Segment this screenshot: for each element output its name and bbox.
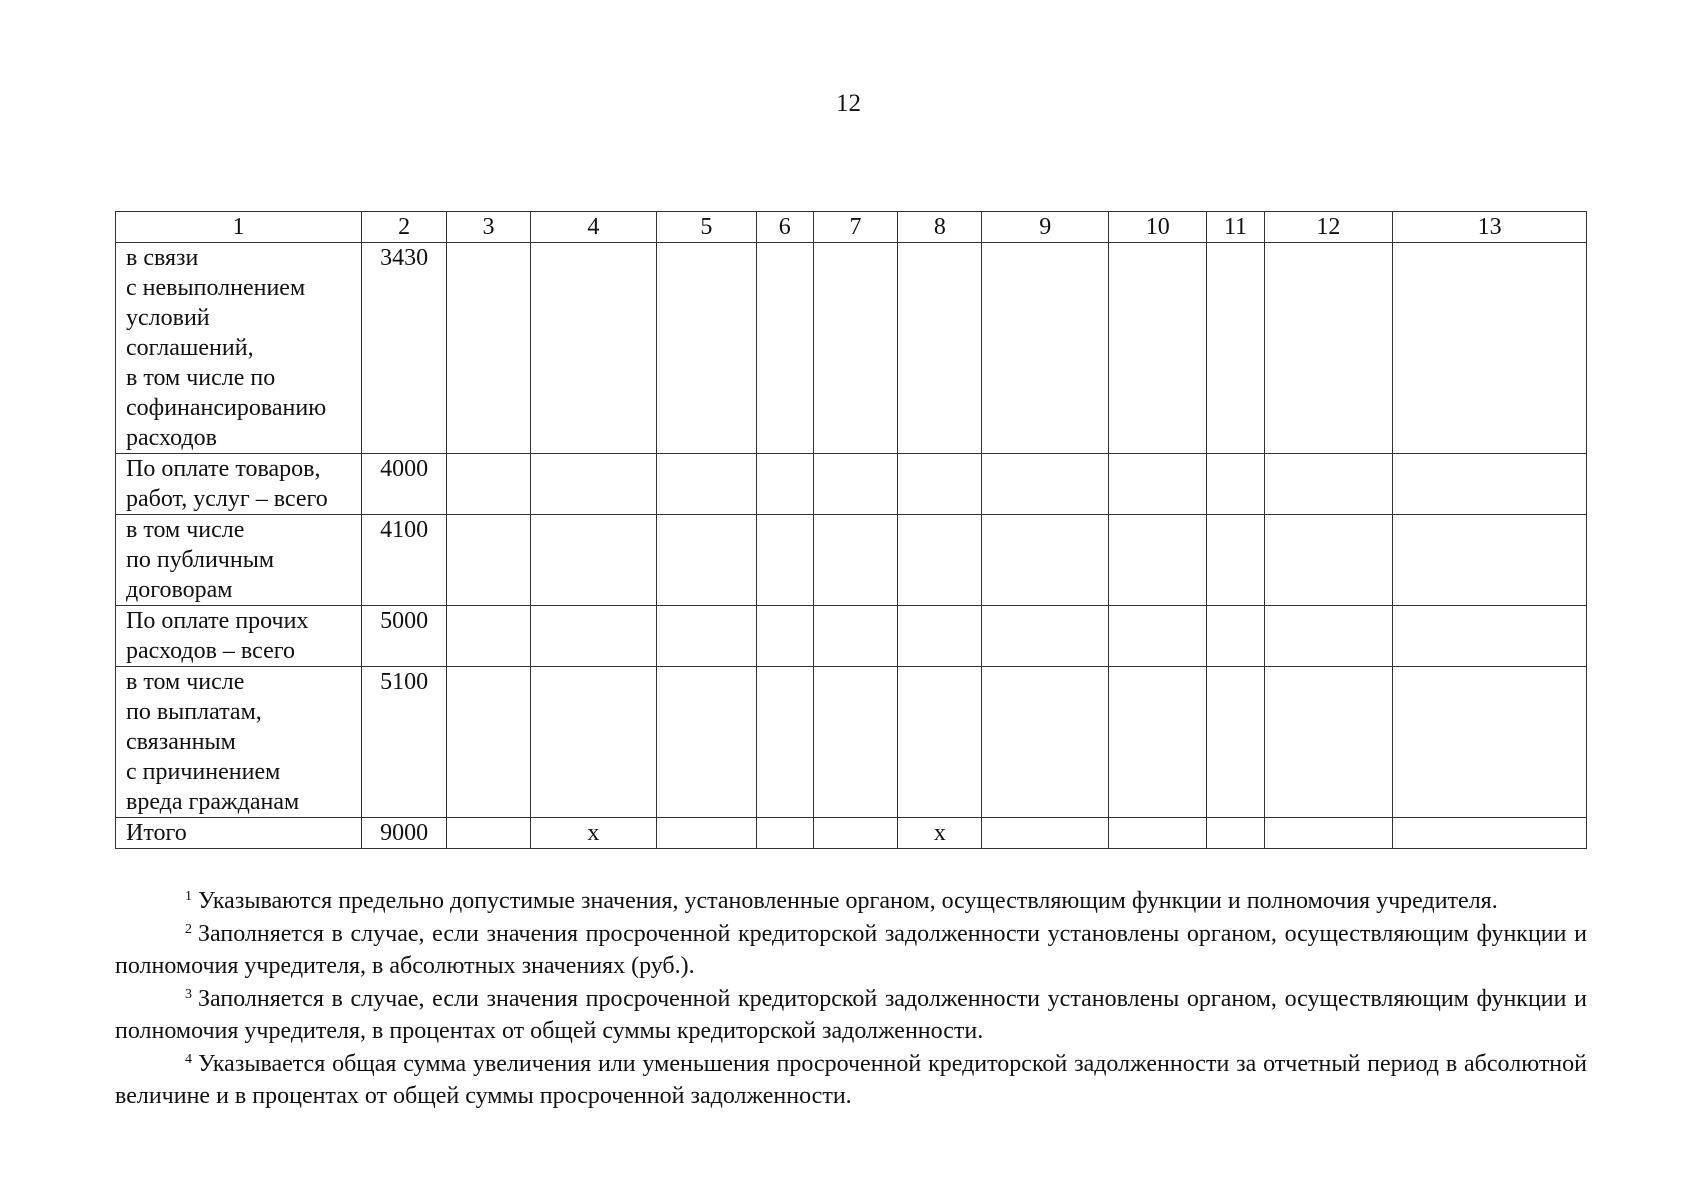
row-code: 4100 bbox=[362, 515, 447, 606]
row-label-line: работ, услуг – всего bbox=[126, 486, 328, 512]
row-code: 4000 bbox=[362, 454, 447, 515]
row-label-line: софинансированию bbox=[126, 395, 327, 421]
row-label-line: По оплате товаров, bbox=[126, 456, 321, 482]
table-cell bbox=[657, 243, 756, 454]
row-code: 3430 bbox=[362, 243, 447, 454]
table-cell bbox=[447, 667, 530, 818]
table-cell bbox=[1264, 243, 1393, 454]
footnote-text: Указываются предельно допустимые значения, установленные органом, осуществляющим функции и полномочия учредителя. bbox=[198, 888, 1498, 914]
table-cell-col8 bbox=[898, 243, 982, 454]
table-cell bbox=[1109, 243, 1207, 454]
table-cell-col8 bbox=[898, 667, 982, 818]
table-cell bbox=[756, 667, 813, 818]
table-cell bbox=[1264, 454, 1393, 515]
table-cell bbox=[982, 606, 1109, 667]
table-row bbox=[116, 515, 1587, 606]
table-cell-col8 bbox=[898, 606, 982, 667]
row-label bbox=[116, 515, 362, 606]
header-cell: 5 bbox=[657, 212, 756, 243]
row-label-line: вреда гражданам bbox=[126, 789, 300, 815]
table-cell bbox=[1207, 454, 1264, 515]
row-label bbox=[116, 454, 362, 515]
footnotes bbox=[115, 885, 1587, 1113]
header-cell: 11 bbox=[1207, 212, 1264, 243]
table-cell bbox=[447, 606, 530, 667]
row-label bbox=[116, 818, 362, 849]
table-cell bbox=[982, 454, 1109, 515]
header-cell: 3 bbox=[447, 212, 530, 243]
row-label-line: расходов bbox=[126, 425, 217, 451]
table-cell bbox=[756, 243, 813, 454]
row-label bbox=[116, 243, 362, 454]
table-cell bbox=[1393, 515, 1587, 606]
table-cell bbox=[657, 454, 756, 515]
table-cell bbox=[1109, 667, 1207, 818]
table-cell bbox=[1393, 243, 1587, 454]
row-code: 5100 bbox=[362, 667, 447, 818]
table-cell bbox=[756, 606, 813, 667]
table-cell bbox=[813, 667, 897, 818]
table-cell bbox=[756, 454, 813, 515]
table-cell bbox=[982, 243, 1109, 454]
table-cell-col4: х bbox=[530, 818, 657, 849]
table-cell bbox=[1264, 515, 1393, 606]
page-number: 12 bbox=[836, 90, 861, 117]
table-cell bbox=[1207, 667, 1264, 818]
row-label-line: расходов – всего bbox=[126, 638, 295, 664]
table-cell bbox=[657, 606, 756, 667]
table-cell bbox=[1207, 515, 1264, 606]
table-cell bbox=[447, 818, 530, 849]
footnote bbox=[115, 983, 1587, 1048]
table-row bbox=[116, 667, 1587, 818]
header-cell: 4 bbox=[530, 212, 657, 243]
table-cell bbox=[1393, 606, 1587, 667]
table-cell bbox=[1109, 818, 1207, 849]
header-cell: 7 bbox=[813, 212, 897, 243]
table-cell bbox=[813, 454, 897, 515]
header-cell: 2 bbox=[362, 212, 447, 243]
table-cell bbox=[1393, 818, 1587, 849]
table-cell bbox=[657, 667, 756, 818]
table-cell bbox=[1207, 243, 1264, 454]
row-label-line: с невыполнением bbox=[126, 275, 306, 301]
footnote-mark: 1 bbox=[185, 889, 192, 904]
table-cell bbox=[1109, 454, 1207, 515]
table-cell bbox=[982, 818, 1109, 849]
header-cell: 6 bbox=[756, 212, 813, 243]
footnote-text: Заполняется в случае, если значения просроченной кредиторской задолженности установлены органом, осуществляющим функции и полномочия учредителя, в абсолютных значениях (руб.). bbox=[115, 920, 1587, 979]
footnote-mark: 2 bbox=[185, 921, 192, 937]
footnote bbox=[115, 885, 1587, 918]
row-label-line: по выплатам, bbox=[126, 699, 262, 725]
header-cell: 9 bbox=[982, 212, 1109, 243]
table-cell bbox=[447, 454, 530, 515]
table-cell bbox=[1264, 667, 1393, 818]
table-cell bbox=[813, 515, 897, 606]
header-cell: 13 bbox=[1393, 212, 1587, 243]
table-cell bbox=[756, 818, 813, 849]
table-header-row bbox=[116, 212, 1587, 243]
table-row-total bbox=[116, 818, 1587, 849]
header-cell: 10 bbox=[1109, 212, 1207, 243]
table-cell-col4 bbox=[530, 454, 657, 515]
table-cell bbox=[813, 243, 897, 454]
table-cell bbox=[756, 515, 813, 606]
table-cell bbox=[447, 515, 530, 606]
footnote bbox=[115, 1048, 1587, 1113]
row-label-line: договорам bbox=[126, 577, 233, 603]
table-cell bbox=[813, 606, 897, 667]
report-table bbox=[115, 211, 1587, 849]
table-cell bbox=[1109, 515, 1207, 606]
table-cell-col8 bbox=[898, 454, 982, 515]
table-cell bbox=[1207, 818, 1264, 849]
row-label-line: в связи bbox=[126, 245, 199, 271]
row-label-line: По оплате прочих bbox=[126, 608, 309, 634]
table-cell bbox=[1264, 818, 1393, 849]
footnote-text: Указывается общая сумма увеличения или уменьшения просроченной кредиторской задолженности за отчетный период в абсолютной величине и в процентах от общей суммы просроченной задолженности. bbox=[115, 1050, 1587, 1109]
table-row bbox=[116, 606, 1587, 667]
footnote-text: Заполняется в случае, если значения просроченной кредиторской задолженности установлены органом, осуществляющим функции и полномочия учредителя, в процентах от общей суммы кредиторской задолженности. bbox=[115, 985, 1587, 1044]
table-row bbox=[116, 243, 1587, 454]
table-cell-col4 bbox=[530, 606, 657, 667]
table-cell bbox=[447, 243, 530, 454]
table-cell bbox=[982, 667, 1109, 818]
table-cell-col4 bbox=[530, 243, 657, 454]
row-code: 9000 bbox=[362, 818, 447, 849]
row-label-line: в том числе по bbox=[126, 365, 276, 391]
table-cell bbox=[657, 818, 756, 849]
table-cell-col8 bbox=[898, 515, 982, 606]
header-cell: 1 bbox=[116, 212, 362, 243]
table-cell bbox=[1393, 667, 1587, 818]
table-cell bbox=[1109, 606, 1207, 667]
row-label-line: с причинением bbox=[126, 759, 281, 785]
footnote-mark: 4 bbox=[185, 1051, 192, 1067]
row-label-line: в том числе bbox=[126, 669, 245, 695]
table-cell-col4 bbox=[530, 515, 657, 606]
table-cell bbox=[813, 818, 897, 849]
row-label-line: в том числе bbox=[126, 517, 245, 543]
table-row bbox=[116, 454, 1587, 515]
table-cell-col8: х bbox=[898, 818, 982, 849]
footnote-mark: 3 bbox=[185, 986, 192, 1002]
row-label bbox=[116, 667, 362, 818]
footnote bbox=[115, 918, 1587, 983]
row-label-line: условий bbox=[126, 305, 210, 331]
table-cell bbox=[657, 515, 756, 606]
table-cell bbox=[1393, 454, 1587, 515]
header-cell: 12 bbox=[1264, 212, 1393, 243]
row-label-line: соглашений, bbox=[126, 335, 254, 361]
row-label-line: Итого bbox=[126, 820, 187, 846]
row-label bbox=[116, 606, 362, 667]
table-cell-col4 bbox=[530, 667, 657, 818]
row-label-line: связанным bbox=[126, 729, 236, 755]
row-label-line: по публичным bbox=[126, 547, 275, 573]
table-cell bbox=[1264, 606, 1393, 667]
header-cell: 8 bbox=[898, 212, 982, 243]
row-code: 5000 bbox=[362, 606, 447, 667]
table-cell bbox=[982, 515, 1109, 606]
table-cell bbox=[1207, 606, 1264, 667]
